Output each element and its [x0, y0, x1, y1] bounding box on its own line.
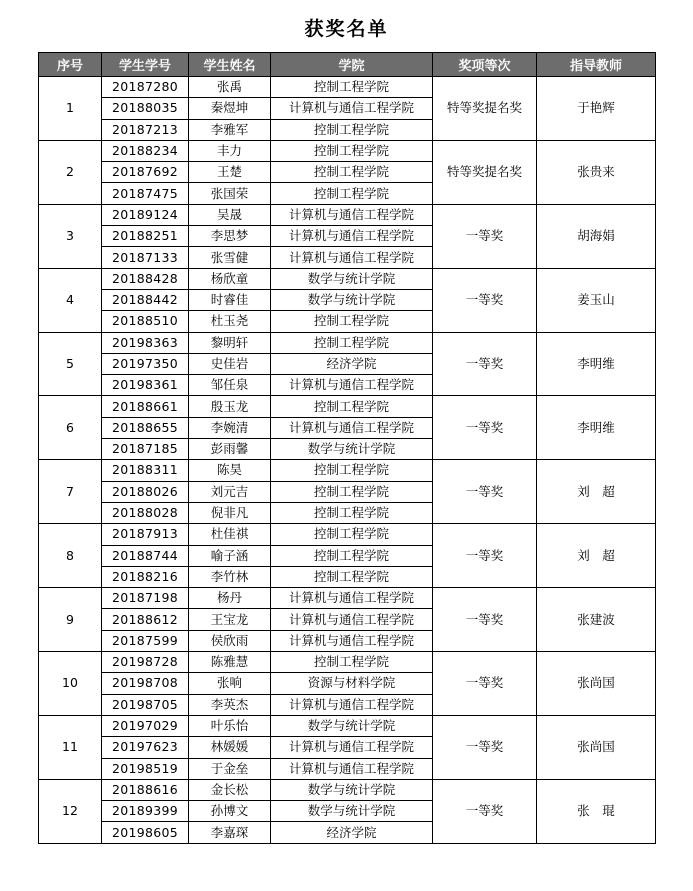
group-index: 5: [39, 332, 102, 396]
award-level: 一等奖: [433, 715, 537, 779]
header-award: 奖项等次: [433, 53, 537, 77]
table-row: [39, 779, 656, 800]
group-index: 2: [39, 140, 102, 204]
college-name: 控制工程学院: [271, 162, 433, 183]
college-name: 数学与统计学院: [271, 289, 433, 310]
college-name: 控制工程学院: [271, 502, 433, 523]
advisor-name: 张建波: [537, 588, 656, 652]
college-name: 数学与统计学院: [271, 439, 433, 460]
table-row: [39, 396, 656, 417]
student-name: 李英杰: [189, 694, 271, 715]
group-index: 3: [39, 204, 102, 268]
student-id: 20187133: [102, 247, 189, 268]
student-id: 20188616: [102, 779, 189, 800]
table-row: [39, 268, 656, 289]
award-level: 一等奖: [433, 268, 537, 332]
award-level: 一等奖: [433, 396, 537, 460]
student-name: 金长松: [189, 779, 271, 800]
student-name: 张禹: [189, 77, 271, 98]
group-index: 10: [39, 652, 102, 716]
student-name: 杜佳祺: [189, 524, 271, 545]
student-name: 时睿佳: [189, 289, 271, 310]
college-name: 控制工程学院: [271, 481, 433, 502]
student-name: 叶乐怡: [189, 715, 271, 736]
table-row: [39, 460, 656, 481]
advisor-name: 张尚国: [537, 652, 656, 716]
award-level: 一等奖: [433, 652, 537, 716]
table-row: [39, 204, 656, 225]
student-id: 20189124: [102, 204, 189, 225]
student-name: 李竹林: [189, 566, 271, 587]
student-name: 于金垒: [189, 758, 271, 779]
college-name: 控制工程学院: [271, 140, 433, 161]
college-name: 控制工程学院: [271, 119, 433, 140]
student-id: 20188251: [102, 226, 189, 247]
student-name: 史佳岩: [189, 353, 271, 374]
college-name: 计算机与通信工程学院: [271, 98, 433, 119]
student-id: 20188028: [102, 502, 189, 523]
award-level: 一等奖: [433, 460, 537, 524]
advisor-name: 于艳辉: [537, 77, 656, 141]
student-name: 孙博文: [189, 801, 271, 822]
page-title: 获奖名单: [304, 18, 389, 40]
college-name: 控制工程学院: [271, 77, 433, 98]
student-name: 陈雅慧: [189, 652, 271, 673]
advisor-name: 李明维: [537, 396, 656, 460]
student-name: 杨欣童: [189, 268, 271, 289]
header-student-name: 学生姓名: [189, 53, 271, 77]
college-name: 计算机与通信工程学院: [271, 226, 433, 247]
student-id: 20187213: [102, 119, 189, 140]
student-name: 李思梦: [189, 226, 271, 247]
student-id: 20188744: [102, 545, 189, 566]
table-row: [39, 332, 656, 353]
advisor-name: 姜玉山: [537, 268, 656, 332]
student-name: 林媛媛: [189, 737, 271, 758]
student-id: 20198361: [102, 375, 189, 396]
student-id: 20187599: [102, 630, 189, 651]
table-row: [39, 524, 656, 545]
student-name: 张国荣: [189, 183, 271, 204]
award-level: 一等奖: [433, 204, 537, 268]
table-row: [39, 652, 656, 673]
student-id: 20187280: [102, 77, 189, 98]
student-name: 王楚: [189, 162, 271, 183]
student-name: 杜玉尧: [189, 311, 271, 332]
college-name: 控制工程学院: [271, 311, 433, 332]
student-name: 倪非凡: [189, 502, 271, 523]
student-id: 20197029: [102, 715, 189, 736]
advisor-name: 刘 超: [537, 524, 656, 588]
student-name: 吴晟: [189, 204, 271, 225]
student-id: 20187185: [102, 439, 189, 460]
header-student-id: 学生学号: [102, 53, 189, 77]
college-name: 数学与统计学院: [271, 801, 433, 822]
advisor-name: 张 琨: [537, 779, 656, 843]
student-id: 20189399: [102, 801, 189, 822]
student-id: 20188035: [102, 98, 189, 119]
student-name: 刘元吉: [189, 481, 271, 502]
award-level: 特等奖提名奖: [433, 140, 537, 204]
student-name: 彭雨馨: [189, 439, 271, 460]
group-index: 1: [39, 77, 102, 141]
student-id: 20188612: [102, 609, 189, 630]
college-name: 数学与统计学院: [271, 779, 433, 800]
student-id: 20187913: [102, 524, 189, 545]
award-level: 一等奖: [433, 524, 537, 588]
student-id: 20188510: [102, 311, 189, 332]
college-name: 计算机与通信工程学院: [271, 375, 433, 396]
group-index: 9: [39, 588, 102, 652]
student-id: 20187475: [102, 183, 189, 204]
college-name: 控制工程学院: [271, 332, 433, 353]
header-index: 序号: [39, 53, 102, 77]
table-row: [39, 77, 656, 98]
college-name: 计算机与通信工程学院: [271, 630, 433, 651]
table-row: [39, 140, 656, 161]
college-name: 控制工程学院: [271, 524, 433, 545]
advisor-name: 张贵来: [537, 140, 656, 204]
college-name: 计算机与通信工程学院: [271, 609, 433, 630]
student-id: 20188216: [102, 566, 189, 587]
college-name: 计算机与通信工程学院: [271, 694, 433, 715]
college-name: 计算机与通信工程学院: [271, 758, 433, 779]
college-name: 控制工程学院: [271, 652, 433, 673]
student-name: 陈昊: [189, 460, 271, 481]
student-name: 李雅军: [189, 119, 271, 140]
college-name: 控制工程学院: [271, 396, 433, 417]
group-index: 4: [39, 268, 102, 332]
header-advisor: 指导教师: [537, 53, 656, 77]
student-name: 杨丹: [189, 588, 271, 609]
student-id: 20198708: [102, 673, 189, 694]
student-id: 20188311: [102, 460, 189, 481]
student-name: 张响: [189, 673, 271, 694]
college-name: 控制工程学院: [271, 566, 433, 587]
advisor-name: 刘 超: [537, 460, 656, 524]
college-name: 计算机与通信工程学院: [271, 417, 433, 438]
student-id: 20188442: [102, 289, 189, 310]
student-id: 20188234: [102, 140, 189, 161]
group-index: 11: [39, 715, 102, 779]
college-name: 控制工程学院: [271, 183, 433, 204]
group-index: 8: [39, 524, 102, 588]
student-id: 20197350: [102, 353, 189, 374]
group-index: 12: [39, 779, 102, 843]
student-id: 20198605: [102, 822, 189, 843]
table-header-row: [39, 53, 656, 77]
college-name: 控制工程学院: [271, 460, 433, 481]
student-name: 喻子涵: [189, 545, 271, 566]
student-name: 王宝龙: [189, 609, 271, 630]
table-row: [39, 715, 656, 736]
award-level: 一等奖: [433, 779, 537, 843]
college-name: 控制工程学院: [271, 545, 433, 566]
student-name: 邹任泉: [189, 375, 271, 396]
student-name: 侯欣雨: [189, 630, 271, 651]
student-name: 李嘉琛: [189, 822, 271, 843]
college-name: 计算机与通信工程学院: [271, 588, 433, 609]
student-id: 20188428: [102, 268, 189, 289]
award-level: 一等奖: [433, 588, 537, 652]
advisor-name: 张尚国: [537, 715, 656, 779]
advisor-name: 李明维: [537, 332, 656, 396]
award-table-body: [39, 77, 656, 844]
student-id: 20197623: [102, 737, 189, 758]
award-table: [38, 52, 656, 844]
college-name: 经济学院: [271, 353, 433, 374]
advisor-name: 胡海娟: [537, 204, 656, 268]
student-id: 20198705: [102, 694, 189, 715]
group-index: 7: [39, 460, 102, 524]
college-name: 数学与统计学院: [271, 268, 433, 289]
student-name: 丰力: [189, 140, 271, 161]
student-id: 20198728: [102, 652, 189, 673]
header-college: 学院: [271, 53, 433, 77]
award-level: 一等奖: [433, 332, 537, 396]
group-index: 6: [39, 396, 102, 460]
student-name: 黎明轩: [189, 332, 271, 353]
student-id: 20188661: [102, 396, 189, 417]
college-name: 资源与材料学院: [271, 673, 433, 694]
student-name: 李婉清: [189, 417, 271, 438]
student-id: 20188026: [102, 481, 189, 502]
college-name: 经济学院: [271, 822, 433, 843]
student-name: 殷玉龙: [189, 396, 271, 417]
college-name: 计算机与通信工程学院: [271, 737, 433, 758]
award-level: 特等奖提名奖: [433, 77, 537, 141]
college-name: 数学与统计学院: [271, 715, 433, 736]
college-name: 计算机与通信工程学院: [271, 204, 433, 225]
student-id: 20198519: [102, 758, 189, 779]
table-row: [39, 588, 656, 609]
student-id: 20188655: [102, 417, 189, 438]
student-name: 张雪健: [189, 247, 271, 268]
student-id: 20187198: [102, 588, 189, 609]
college-name: 计算机与通信工程学院: [271, 247, 433, 268]
student-name: 秦煜坤: [189, 98, 271, 119]
student-id: 20187692: [102, 162, 189, 183]
student-id: 20198363: [102, 332, 189, 353]
